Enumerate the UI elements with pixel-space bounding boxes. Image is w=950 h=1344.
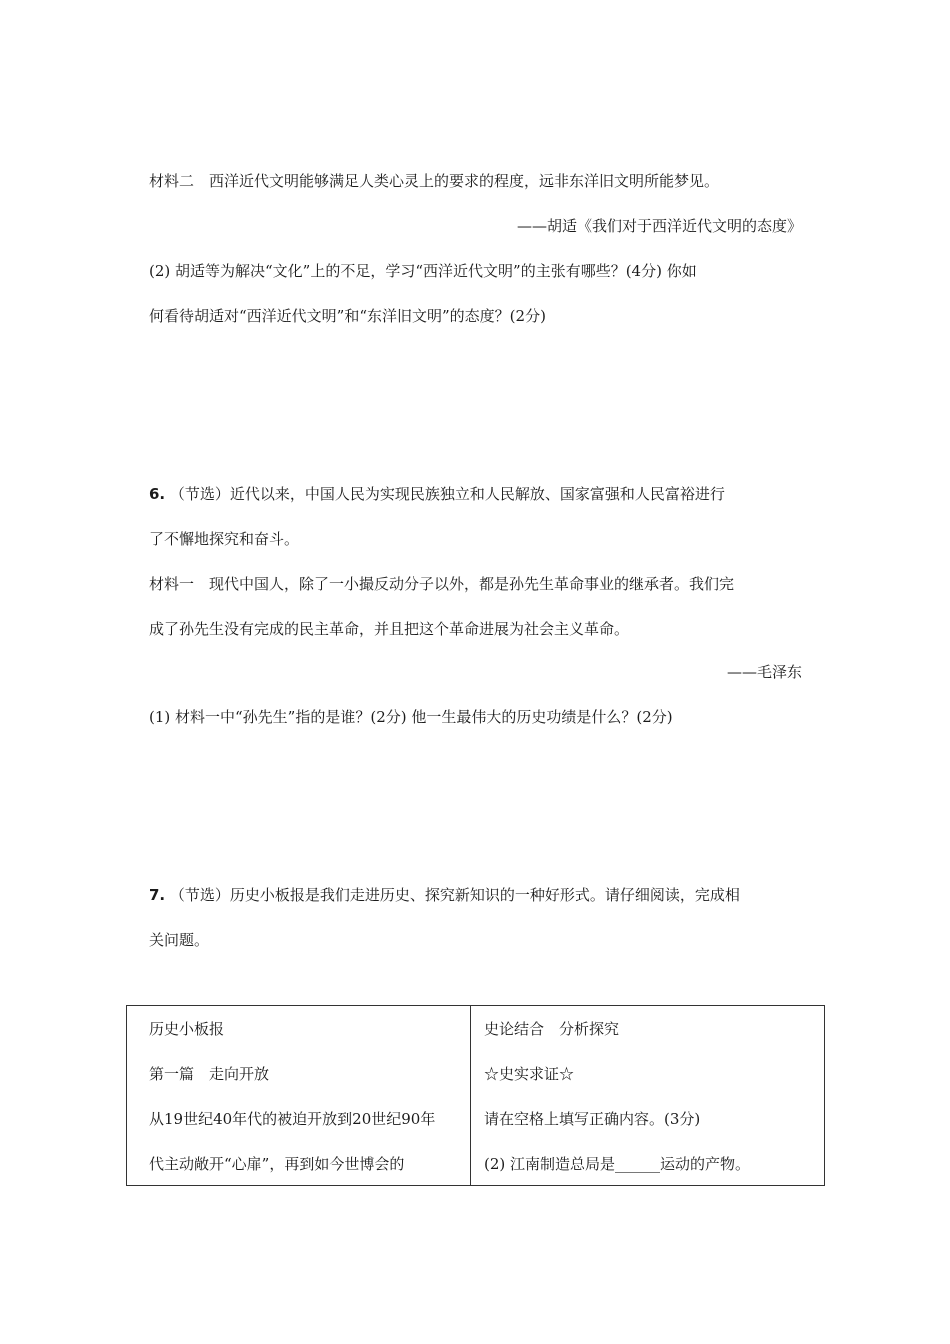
- board-right-title: 史论结合 分析探究: [484, 1020, 620, 1038]
- question-7-line-1: [149, 884, 802, 906]
- question-6-line-2: 了不懈地探究和奋斗。: [149, 530, 300, 548]
- material-1-source: ——毛泽东: [726, 663, 802, 681]
- board-right-heading: ☆史实求证☆: [484, 1065, 575, 1083]
- question-7-text: （节选）历史小板报是我们走进历史、探究新知识的一种好形式。请仔细阅读，完成相: [169, 886, 740, 904]
- board-right-cell: [471, 1006, 825, 1186]
- question-7-line-2: 关问题。: [149, 931, 210, 949]
- board-left-title: 历史小板报: [149, 1020, 225, 1038]
- material-2-text: 材料二 西洋近代文明能够满足人类心灵上的要求的程度，远非东洋旧文明所能梦见。: [149, 172, 720, 190]
- material-2-source: ——胡适《我们对于西洋近代文明的态度》: [516, 217, 802, 235]
- board-right-instruction: 请在空格上填写正确内容。(3分): [484, 1110, 701, 1128]
- history-board-table: [126, 1005, 825, 1186]
- board-left-line-2: 代主动敞开“心扉”，再到如今世博会的: [149, 1155, 405, 1173]
- board-left-cell: [127, 1006, 471, 1186]
- subquestion-2-line-2: 何看待胡适对“西洋近代文明”和“东洋旧文明”的态度？(2分): [149, 307, 546, 325]
- board-left-line-1: 从19世纪40年代的被迫开放到20世纪90年: [149, 1110, 436, 1128]
- board-right-item-2: (2) 江南制造总局是______运动的产物。: [484, 1155, 751, 1173]
- board-left-section: 第一篇 走向开放: [149, 1065, 270, 1083]
- material-1-line-2: 成了孙先生没有完成的民主革命，并且把这个革命进展为社会主义革命。: [149, 620, 630, 638]
- question-6-line-1: [149, 483, 802, 505]
- question-6-subquestion-1: (1) 材料一中“孙先生”指的是谁？(2分) 他一生最伟大的历史功绩是什么？(2分): [149, 708, 673, 726]
- question-6-text: （节选）近代以来，中国人民为实现民族独立和人民解放、国家富强和人民富裕进行: [169, 485, 725, 503]
- material-1-line-1: 材料一 现代中国人，除了一小撮反动分子以外，都是孙先生革命事业的继承者。我们完: [149, 575, 735, 593]
- subquestion-2-line-1: (2) 胡适等为解决“文化”上的不足，学习“西洋近代文明”的主张有哪些？(4分) 你如: [149, 262, 697, 280]
- question-6-number: 6.: [149, 485, 166, 503]
- question-7-number: 7.: [149, 886, 166, 904]
